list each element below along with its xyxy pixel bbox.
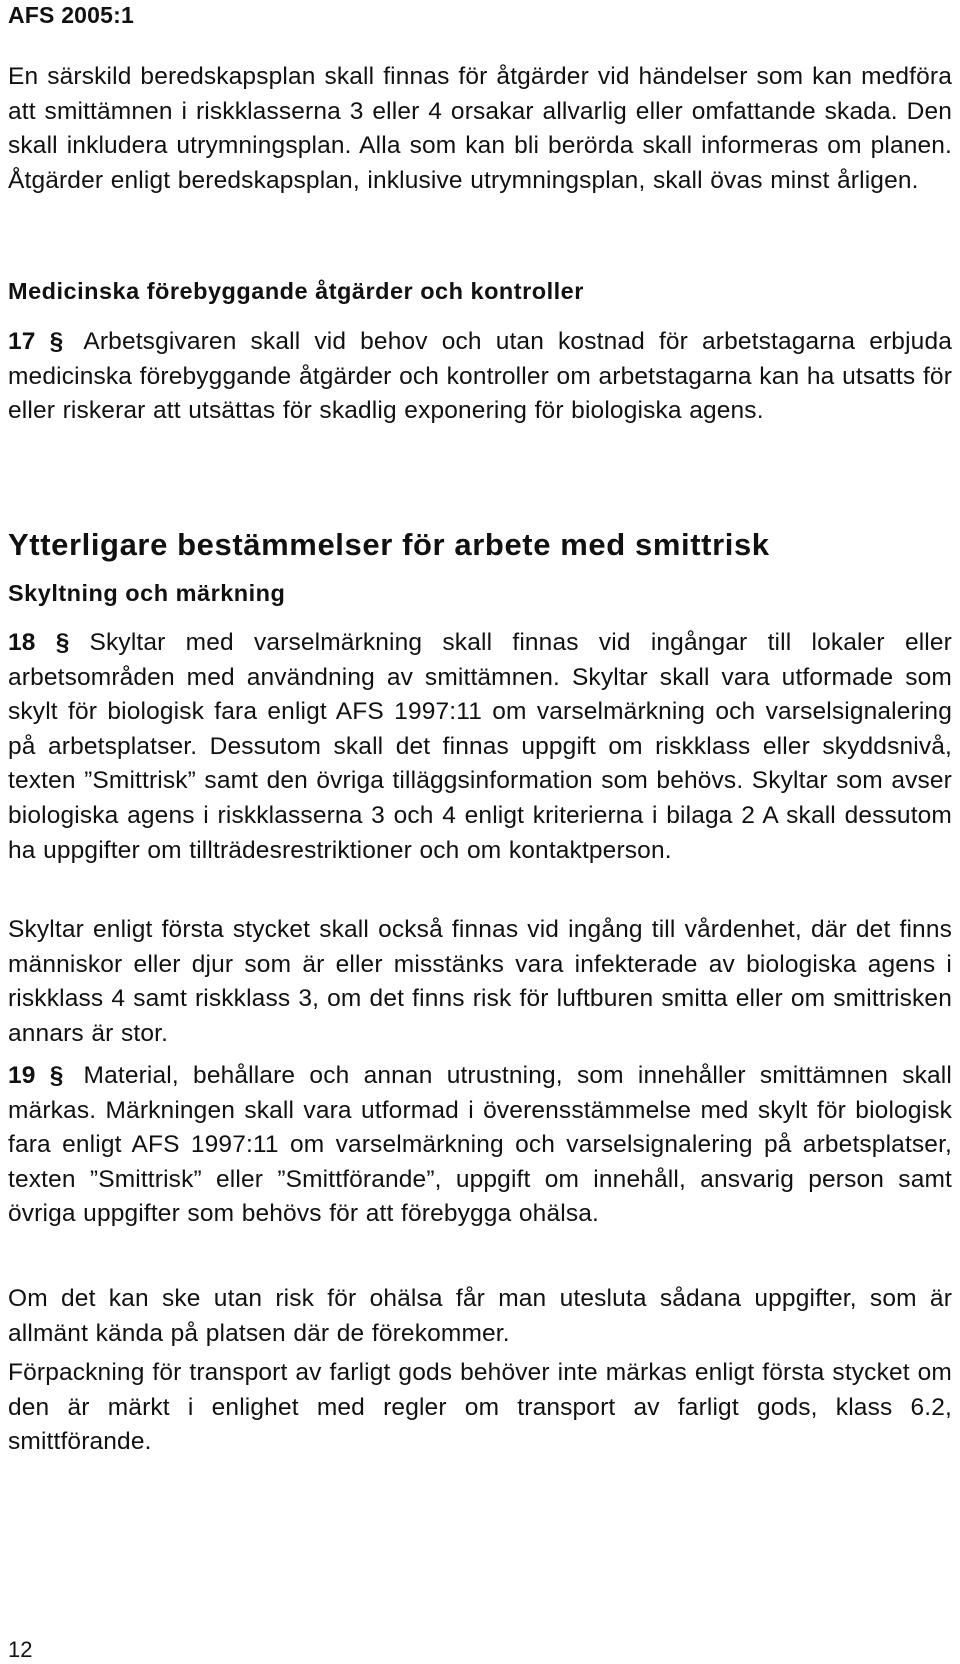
paragraph-section-19: [8, 1059, 952, 1232]
section-heading-medicinska: Medicinska förebyggande åtgärder och kontroller: [8, 278, 584, 304]
section-19-text: Material, behållare och annan utrustning, som innehåller smittämnen skall märkas. Märkningen skall vara utformad i överensstämmelse med skylt för biologisk fara enligt AFS 1997:11 om varselmärkning och varselsignalering på arbetsplatser, texten ”Smittrisk” eller ”Smittförande”, uppgift om innehåll, ansvarig person samt övriga uppgifter som behövs för att förebygga ohälsa.: [8, 1062, 952, 1228]
section-number-19: 19 §: [8, 1062, 64, 1089]
section-number-17: 17 §: [8, 328, 64, 355]
paragraph-section-18: [8, 626, 952, 868]
paragraph-utesluta-uppgifter: Om det kan ske utan risk för ohälsa får man utesluta sådana uppgifter, som är allmänt kända på platsen där de förekommer.: [8, 1285, 952, 1347]
paragraph-forpackning: Förpackning för transport av farligt gods behöver inte märkas enligt första stycket om den är märkt i enlighet med regler om transport av farligt gods, klass 6.2, smittförande.: [8, 1359, 952, 1456]
chapter-heading-ytterligare: Ytterligare bestämmelser för arbete med smittrisk: [8, 527, 770, 562]
section-heading-skyltning: Skyltning och märkning: [8, 580, 286, 606]
paragraph-beredskapsplan: En särskild beredskapsplan skall finnas för åtgärder vid händelser som kan medföra att smittämnen i riskklasserna 3 eller 4 orsakar allvarlig eller omfattande skada. Den skall inkludera utrymningsplan. Alla som kan bli berörda skall informeras om planen. Åtgärder enligt beredskapsplan, inklusive utrymningsplan, skall övas minst årligen.: [8, 63, 952, 194]
page-number: 12: [8, 1637, 33, 1662]
section-18-text: Skyltar med varselmärkning skall finnas vid ingångar till lokaler eller arbetsområden med användning av smittämnen. Skyltar skall vara utformade som skylt för biologisk fara enligt AFS 1997:11 om varselmärkning och varselsignalering på arbetsplatser. Dessutom skall det finnas uppgift om riskklass eller skyddsnivå, texten ”Smittrisk” samt den övriga tilläggsinformation som behövs. Skyltar som avser biologiska agens i riskklasserna 3 och 4 enligt kriterierna i bilaga 2 A skall dessutom ha uppgifter om tillträdesrestriktioner och om kontaktperson.: [8, 629, 952, 864]
paragraph-skyltar-vardenhet: Skyltar enligt första stycket skall också finnas vid ingång till vårdenhet, där det finns människor eller djur som är eller misstänks vara infekterade av biologiska agens i riskklass 4 samt riskklass 3, om det finns risk för luftburen smitta eller om smittrisken annars är stor.: [8, 916, 952, 1047]
paragraph-section-17: [8, 325, 952, 429]
section-number-18: 18 §: [8, 629, 70, 656]
section-17-text: Arbetsgivaren skall vid behov och utan kostnad för arbetstagarna erbjuda medicinska förebyggande åtgärder och kontroller om arbetstagarna kan ha utsatts för eller riskerar att utsättas för skadlig exponering för biologiska agens.: [8, 328, 952, 425]
document-code: AFS 2005:1: [8, 2, 135, 28]
